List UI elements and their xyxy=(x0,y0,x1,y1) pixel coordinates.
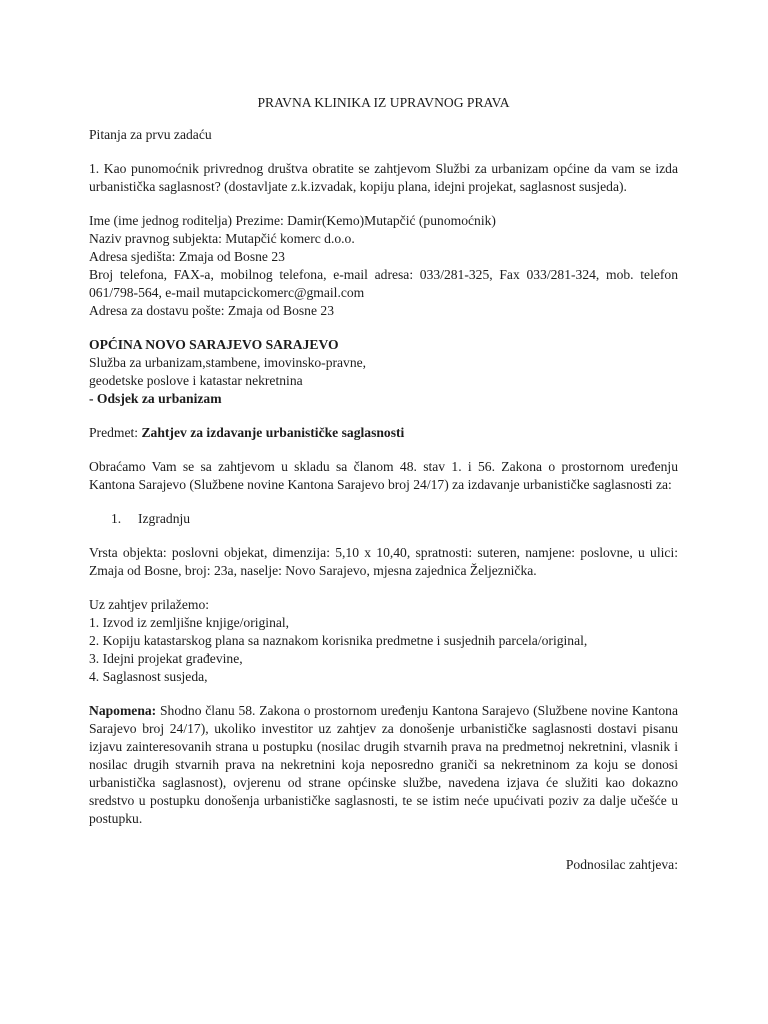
numbered-item-text: Izgradnju xyxy=(138,511,191,526)
applicant-name: Ime (ime jednog roditelja) Prezime: Damir(Kemo)Mutapčić (punomoćnik) xyxy=(89,213,496,228)
recipient-department: - Odsjek za urbanizam xyxy=(89,391,222,406)
intro-paragraph: Obraćamo Vam se sa zahtjevom u skladu sa članom 48. stav 1. i 56. Zakona o prostornom uređenju Kantona Sarajevo (Službene novine Kantona Sarajevo broj 24/17) za izdavanje urbanističke saglasnosti za: xyxy=(89,459,678,492)
recipient-municipality: OPĆINA NOVO SARAJEVO SARAJEVO xyxy=(89,337,339,352)
attachment-item: 2. Kopiju katastarskog plana sa naznakom korisnika predmetne i susjednih parcela/original, xyxy=(89,633,588,648)
note-text: Shodno članu 58. Zakona o prostornom uređenju Kantona Sarajevo (Službene novine Kantona Sarajevo broj 24/17), ukoliko investitor uz zahtjev za donošenje urbanističke saglasnosti dostavi pisanu izjavu zainteresovanih strana u postupku (nosilac drugih stvarnih prava na predmetnoj nekretnini, vlasnik i nosilac drugih stvarnih prava na nekretnini koja neposredno graniči sa nekretninom za koju se donosi urbanistička saglasnost), ovjerenu od strane općinske službe, navedena izjava će služiti kao dokazno sredstvo u postupku donošenja urbanističke saglasnosti, te se istim neće upućivati poziv za dalje učešće u postupku. xyxy=(89,703,678,826)
subject-text: Zahtjev za izdavanje urbanističke saglasnosti xyxy=(141,425,405,440)
recipient-service-line-2: geodetske poslove i katastar nekretnina xyxy=(89,373,303,388)
object-description: Vrsta objekta: poslovni objekat, dimenzija: 5,10 x 10,40, spratnosti: suteren, namjene: poslovne, u ulici: Zmaja od Bosne, broj: 23a, naselje: Novo Sarajevo, mjesna zajednica Željeznička. xyxy=(89,545,678,578)
applicant-company: Naziv pravnog subjekta: Mutapčić komerc d.o.o. xyxy=(89,231,355,246)
note-label: Napomena: xyxy=(89,703,157,718)
numbered-item xyxy=(89,510,678,528)
recipient-service-line-1: Služba za urbanizam,stambene, imovinsko-pravne, xyxy=(89,355,367,370)
applicant-delivery-address: Adresa za dostavu pošte: Zmaja od Bosne 23 xyxy=(89,303,335,318)
attachments-list xyxy=(89,596,678,686)
signature-label: Podnosilac zahtjeva: xyxy=(565,857,678,872)
subject-line xyxy=(89,424,678,442)
document-title: PRAVNA KLINIKA IZ UPRAVNOG PRAVA xyxy=(257,95,510,110)
attachment-item: 4. Saglasnost susjeda, xyxy=(89,669,208,684)
note-paragraph xyxy=(89,702,678,828)
attachments-heading: Uz zahtjev prilažemo: xyxy=(89,597,210,612)
recipient-info xyxy=(89,336,678,408)
applicant-info xyxy=(89,212,678,320)
attachment-item: 3. Idejni projekat građevine, xyxy=(89,651,243,666)
assignment-heading: Pitanja za prvu zadaću xyxy=(89,127,212,142)
numbered-item-number: 1. xyxy=(111,511,122,526)
attachment-item: 1. Izvod iz zemljišne knjige/original, xyxy=(89,615,290,630)
applicant-address: Adresa sjedišta: Zmaja od Bosne 23 xyxy=(89,249,285,264)
applicant-contacts: Broj telefona, FAX-a, mobilnog telefona, e-mail adresa: 033/281-325, Fax 033/281-324, mob. telefon 061/798-564, e-mail mutapcickomerc@gmail.com xyxy=(89,267,678,300)
question-paragraph: 1. Kao punomoćnik privrednog društva obratite se zahtjevom Službi za urbanizam općine da vam se izda urbanistička saglasnost? (dostavljate z.k.izvadak, kopiju plana, idejni projekat, saglasnost susjeda). xyxy=(89,161,678,194)
document-page xyxy=(89,94,678,874)
subject-label: Predmet: xyxy=(89,425,142,440)
